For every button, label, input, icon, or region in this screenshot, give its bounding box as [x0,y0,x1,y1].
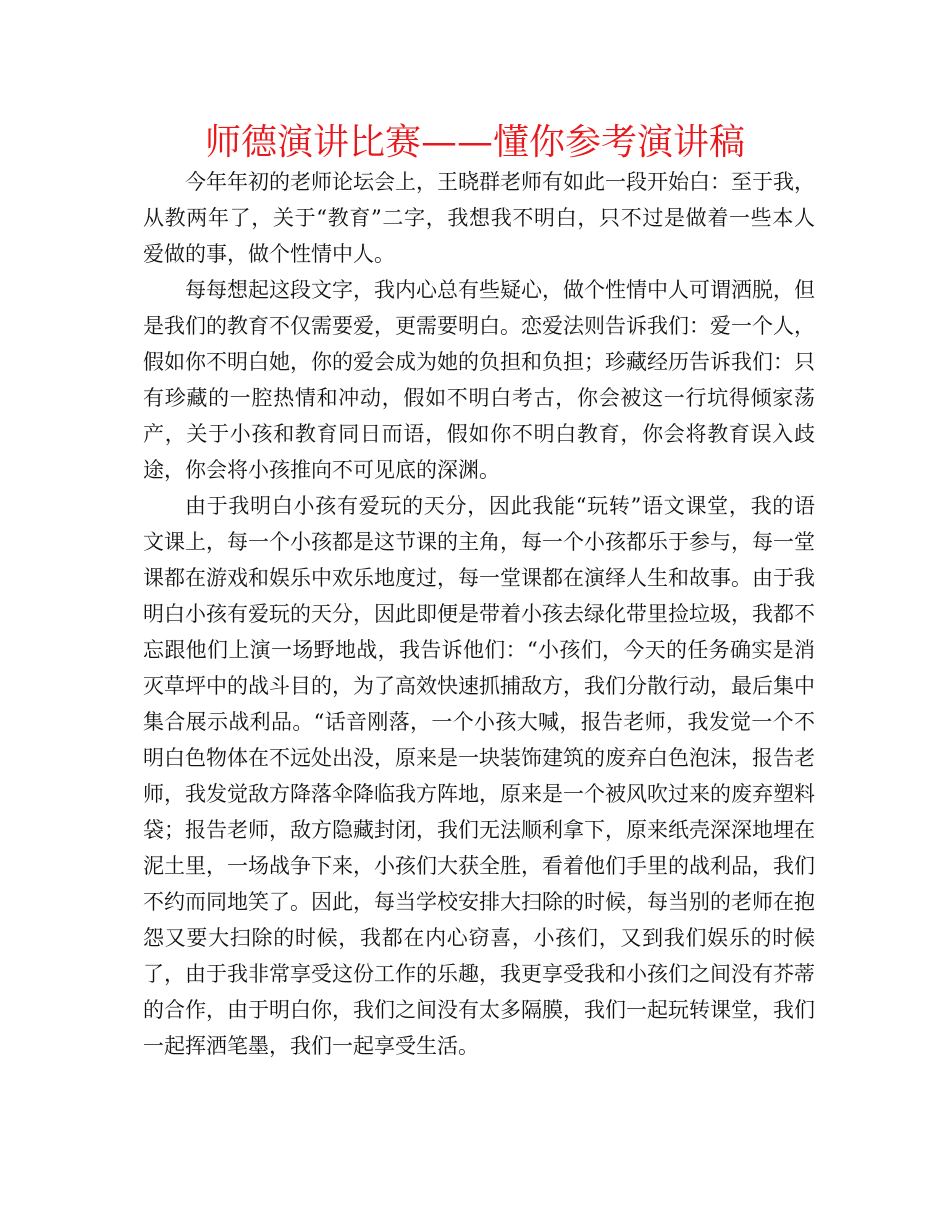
paragraph-3: 由于我明白小孩有爱玩的天分，因此我能“玩转”语文课堂，我的语文课上，每一个小孩都是这节课的主角，每一个小孩都乐于参与，每一堂课都在游戏和娱乐中欢乐地度过，每一堂课都在演绎人生和故事。由于我明白小孩有爱玩的天分，因此即便是带着小孩去绿化带里捡垃圾，我都不忘跟他们上演一场野地战，我告诉他们：“小孩们，今天的任务确实是消灭草坪中的战斗目的，为了高效快速抓捕敌方，我们分散行动，最后集中集合展示战利品。“话音刚落，一个小孩大喊，报告老师，我发觉一个不明白色物体在不远处出没，原来是一块装饰建筑的废弃白色泡沫，报告老师，我发觉敌方降落伞降临我方阵地，原来是一个被风吹过来的废弃塑料袋；报告老师，敌方隐藏封闭，我们无法顺利拿下，原来纸壳深深地埋在泥土里，一场战争下来，小孩们大获全胜，看着他们手里的战利品，我们不约而同地笑了。因此，每当学校安排大扫除的时候，每当别的老师在抱怨又要大扫除的时候，我都在内心窃喜，小孩们，又到我们娱乐的时候了，由于我非常享受这份工作的乐趣，我更享受我和小孩们之间没有芥蒂的合作，由于明白你，我们之间没有太多隔膜，我们一起玩转课堂，我们一起挥洒笔墨，我们一起享受生活。 [143,494,815,1058]
paragraph-2: 每每想起这段文字，我内心总有些疑心，做个性情中人可谓洒脱，但是我们的教育不仅需要爱，更需要明白。恋爱法则告诉我们：爱一个人，假如你不明白她，你的爱会成为她的负担和负担；珍藏经历告诉我们：只有珍藏的一腔热情和冲动，假如不明白考古，你会被这一行坑得倾家荡产，关于小孩和教育同日而语，假如你不明白教育，你会将教育误入歧途，你会将小孩推向不可见底的深渊。 [143,278,815,482]
paragraph-1: 今年年初的老师论坛会上，王晓群老师有如此一段开始白：至于我，从教两年了，关于“教育”二字，我想我不明白，只不过是做着一些本人爱做的事，做个性情中人。 [143,170,815,266]
document-body [143,164,815,1064]
document-title: 师德演讲比赛——懂你参考演讲稿 [204,122,745,163]
